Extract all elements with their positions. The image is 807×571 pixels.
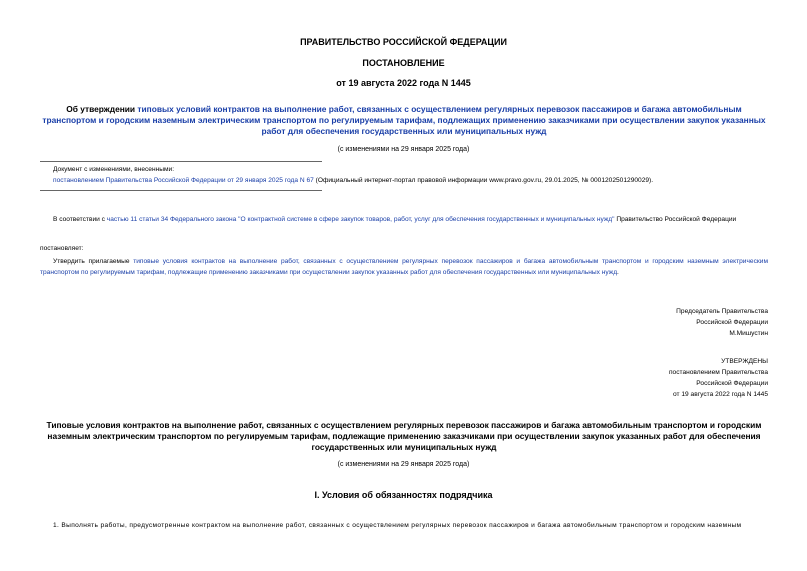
signature-country: Российской Федерации: [696, 319, 768, 326]
approval-by: постановлением Правительства: [668, 369, 768, 376]
conditions-title: Типовые условия контрактов на выполнение работ, связанных с осуществлением регулярных перевозок пассажиров и багажа автомобильным транспортом и городским наземным электрическим транспортом по регулируемым тарифам, подлежащие применению заказчиками при осуществлении закупок указанных работ для обеспечения государственных или муниципальных нужд: [46, 420, 762, 452]
signature-name: М.Мишустин: [729, 330, 768, 337]
document-title: [40, 104, 768, 137]
document-date-number: от 19 августа 2022 года N 1445: [336, 78, 471, 88]
approve-prefix: Утвердить прилагаемые: [53, 258, 134, 265]
title-prefix: Об утверждении: [66, 104, 138, 114]
title-link[interactable]: типовых условий контрактов на выполнение работ, связанных с осуществлением регулярных перевозок пассажиров и багажа автомобильным транспортом и городским наземным электрическим транспортом по регулируемым тарифам, подлежащих применению заказчиками при осуществлении закупок указанных работ для обеспечения государственных или муниципальных нужд: [42, 104, 766, 136]
signature-position: Председатель Правительства: [676, 308, 768, 315]
amendments-entry: [53, 175, 773, 186]
approval-country: Российской Федерации: [696, 380, 768, 387]
amendments-block: [53, 164, 773, 186]
amendments-bottom-rule: [40, 190, 322, 191]
amendments-intro: Документ с изменениями, внесенными:: [53, 166, 175, 173]
clause-1: 1. Выполнять работы, предусмотренные контрактом на выполнение работ, связанных с осуществлением регулярных перевозок пассажиров и багажа автомобильным транспортом и городским наземным: [53, 522, 742, 529]
approve-paragraph: [40, 256, 768, 278]
preamble-paragraph: [40, 214, 768, 225]
amendment-source: (Официальный интернет-портал правовой информации www.pravo.gov.ru, 29.01.2025, № 0001202501290029).: [313, 177, 654, 184]
approval-date: от 19 августа 2022 года N 1445: [673, 391, 768, 398]
signature-block: [676, 306, 768, 339]
section-title: I. Условия об обязанностях подрядчика: [314, 490, 493, 500]
government-heading: ПРАВИТЕЛЬСТВО РОССИЙСКОЙ ФЕДЕРАЦИИ: [300, 37, 507, 47]
amendment-link[interactable]: постановлением Правительства Российской Федерации от 29 января 2025 года N 67: [53, 177, 314, 184]
decides-text: постановляет:: [40, 245, 84, 252]
approve-suffix: .: [617, 269, 619, 276]
preamble-suffix: Правительство Российской Федерации: [614, 216, 737, 223]
amendments-top-rule: [40, 161, 322, 162]
law-link[interactable]: частью 11 статьи 34 Федерального закона "О контрактной системе в сфере закупок товаров, работ, услуг для обеспечения государственных и муниципальных нужд": [106, 216, 615, 223]
document-type: ПОСТАНОВЛЕНИЕ: [362, 58, 445, 68]
preamble-prefix: В соответствии с: [53, 216, 107, 223]
approval-block: [669, 356, 768, 400]
changes-note: (с изменениями на 29 января 2025 года): [337, 146, 470, 153]
conditions-changes-note: (с изменениями на 29 января 2025 года): [337, 461, 470, 468]
approval-label: УТВЕРЖДЕНЫ: [721, 358, 768, 365]
conditions-link[interactable]: типовые условия контрактов на выполнение работ, связанных с осуществлением регулярных перевозок пассажиров и багажа автомобильным транспортом и городским наземным электрическим транспортом по регулируемым тарифам, подлежащие применению заказчиками при осуществлении закупок указанных работ для обеспечения государственных или муниципальных нужд: [40, 258, 768, 276]
